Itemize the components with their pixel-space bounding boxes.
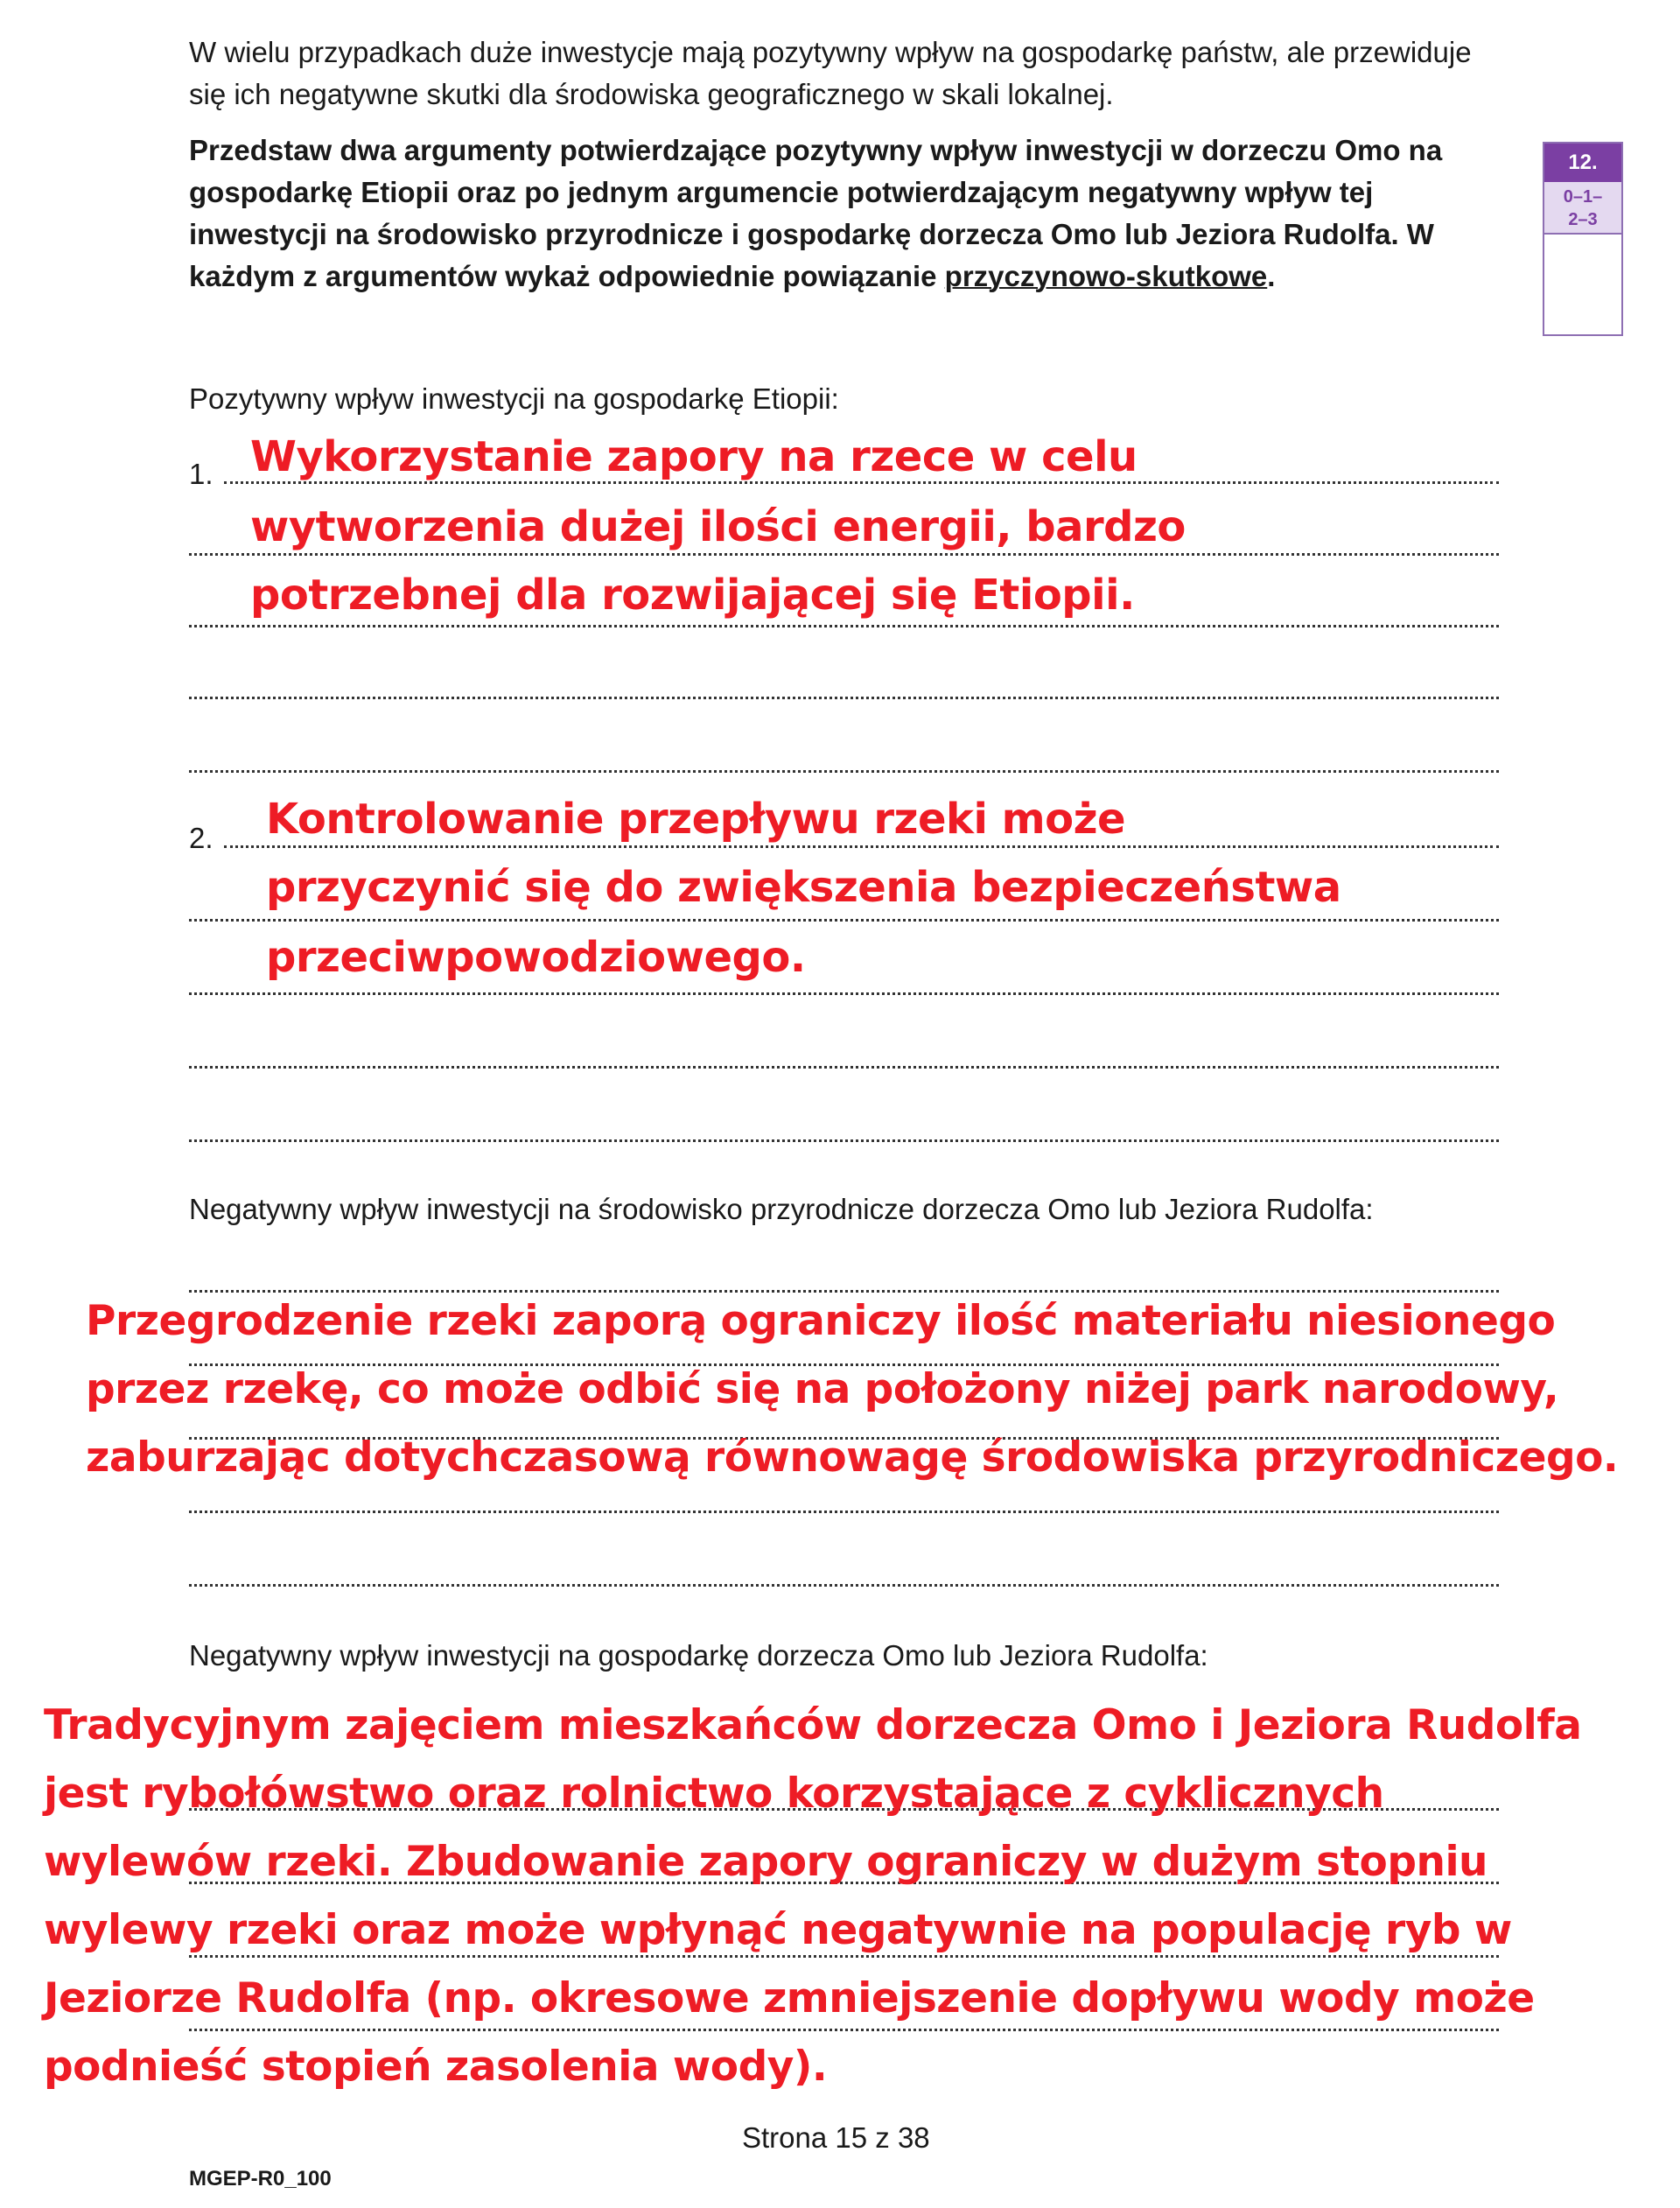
handwritten-answer-2-line-2: przyczynić się do zwiększenia bezpieczeństwa	[266, 863, 1341, 912]
answer-line	[189, 1066, 1499, 1069]
answer-line	[189, 992, 1499, 995]
negative-economy-label: Negatywny wpływ inwestycji na gospodarkę dorzecza Omo lub Jeziora Rudolfa:	[189, 1639, 1208, 1672]
answer-line	[189, 1290, 1499, 1293]
score-range-line2: 2–3	[1568, 210, 1598, 229]
score-box	[1543, 142, 1623, 336]
answer-line	[224, 481, 1499, 484]
answer-line	[189, 1955, 1499, 1958]
score-range	[1544, 182, 1621, 235]
handwritten-answer-3-line-1: Przegrodzenie rzeki zaporą ograniczy ilość materiału niesionego	[86, 1297, 1556, 1345]
handwritten-answer-4-line-1: Tradycyjnym zajęciem mieszkańców dorzecza Omo i Jeziora Rudolfa	[44, 1701, 1582, 1749]
handwritten-answer-1-line-1: Wykorzystanie zapory na rzece w celu	[250, 432, 1138, 481]
task-end: .	[1267, 260, 1276, 292]
answer-line	[189, 2029, 1499, 2031]
answer-line	[224, 845, 1499, 848]
answer-line	[189, 625, 1499, 627]
answer-line	[189, 553, 1499, 556]
handwritten-answer-4-line-4: wylewy rzeki oraz może wpłynąć negatywnie na populację ryb w	[44, 1906, 1512, 1954]
handwritten-answer-2-line-1: Kontrolowanie przepływu rzeki może	[266, 795, 1126, 844]
answer-line	[189, 919, 1499, 922]
item-number-1: 1.	[189, 458, 214, 490]
answer-line	[189, 1139, 1499, 1142]
answer-line	[189, 1511, 1499, 1513]
negative-environment-label: Negatywny wpływ inwestycji na środowisko przyrodnicze dorzecza Omo lub Jeziora Rudolfa:	[189, 1193, 1374, 1225]
answer-line	[189, 697, 1499, 699]
handwritten-answer-3-line-3: zaburzając dotychczasową równowagę środowiska przyrodniczego.	[86, 1433, 1619, 1482]
positive-impact-label: Pozytywny wpływ inwestycji na gospodarkę Etiopii:	[189, 382, 839, 415]
task-number: 12.	[1544, 144, 1621, 182]
handwritten-answer-1-line-3: potrzebnej dla rozwijającej się Etiopii.	[250, 571, 1135, 620]
intro-text: W wielu przypadkach duże inwestycje mają pozytywny wpływ na gospodarkę państw, ale przewiduje się ich negatywne skutki dla środowiska geograficznego w skali lokalnej.	[189, 36, 1472, 110]
document-code: MGEP-R0_100	[189, 2167, 332, 2190]
handwritten-answer-1-line-2: wytworzenia dużej ilości energii, bardzo	[250, 502, 1186, 551]
answer-line	[189, 770, 1499, 773]
task-instruction	[189, 130, 1502, 298]
handwritten-answer-4-line-3: wylewów rzeki. Zbudowanie zapory ograniczy w dużym stopniu	[44, 1838, 1488, 1886]
task-text: Przedstaw dwa argumenty potwierdzające pozytywny wpływ inwestycji w dorzeczu Omo na gospodarkę Etiopii oraz po jednym argumencie potwierdzającym negatywny wpływ tej inwestycji na środowisko przyrodnicze i gospodarkę dorzecza Omo lub Jeziora Rudolfa. W każdym z argumentów wykaż odpowiednie powiązanie	[189, 134, 1443, 292]
handwritten-answer-3-line-2: przez rzekę, co może odbić się na położony niżej park narodowy,	[86, 1365, 1559, 1413]
item-number-2: 2.	[189, 822, 214, 854]
answer-line	[189, 1584, 1499, 1587]
task-underlined-term: przyczynowo-skutkowe	[944, 260, 1268, 292]
score-range-line1: 0–1–	[1563, 187, 1603, 207]
handwritten-answer-4-line-6: podnieść stopień zasolenia wody).	[44, 2043, 828, 2091]
handwritten-answer-4-line-5: Jeziorze Rudolfa (np. okresowe zmniejszenie dopływu wody może	[44, 1974, 1535, 2022]
page-number: Strona 15 z 38	[742, 2121, 930, 2154]
handwritten-answer-2-line-3: przeciwpowodziowego.	[266, 933, 806, 982]
handwritten-answer-4-line-2: jest rybołówstwo oraz rolnictwo korzystające z cyklicznych	[44, 1770, 1384, 1818]
